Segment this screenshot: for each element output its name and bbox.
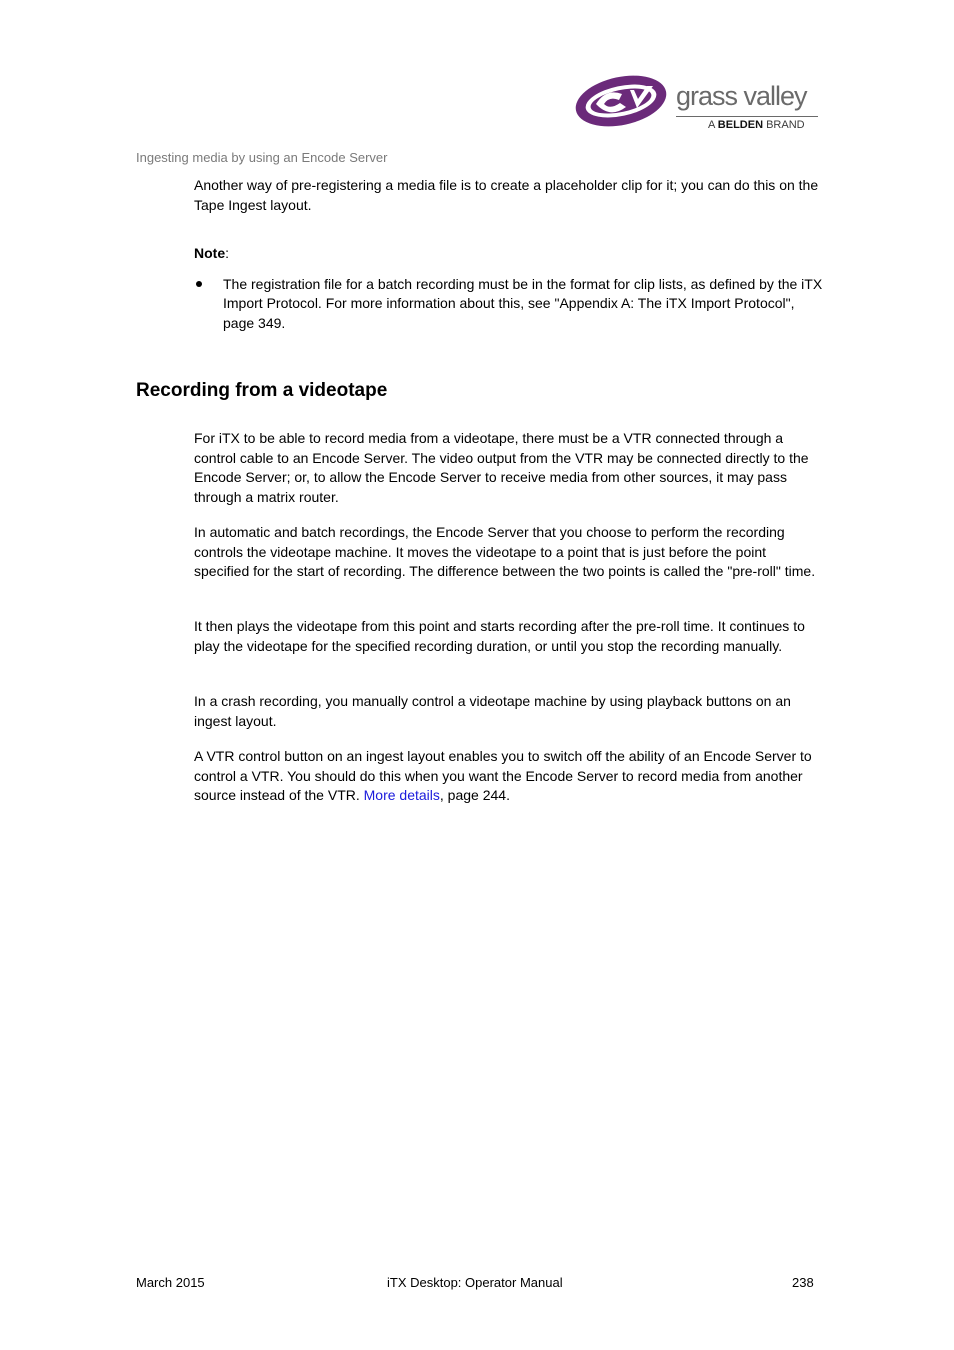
paragraph-text-after-link: , page 244. (439, 787, 510, 803)
section-paragraph: In a crash recording, you manually control a videotape machine by using playback buttons on an ingest layout. (194, 693, 791, 729)
note-bullet-item: The registration file for a batch recording must be in the format for clip lists, as defined by the iTX Import Protocol. For more information about this, see "Appendix A: The iTX Import Protocol", page 349. (194, 275, 824, 334)
section-paragraph-2-block (194, 523, 824, 582)
note-heading (194, 244, 824, 264)
section-paragraph: For iTX to be able to record media from a videotape, there must be a VTR connected through a control cable to an Encode Server. The video output from the VTR may be connected directly to the Encode Server; or, to allow the Encode Server to receive media from other sources, it may pass through a matrix router. (194, 430, 809, 505)
footer-page-number: 238 (792, 1275, 814, 1290)
section-paragraph: It then plays the videotape from this point and starts recording after the pre-roll time. It continues to play the videotape for the specified recording duration, or until you stop the recording manually. (194, 618, 805, 654)
note-label-suffix: : (225, 245, 230, 261)
running-head: Ingesting media by using an Encode Server (136, 150, 388, 165)
logo-wordmark: grass valley (676, 81, 807, 111)
section-heading: Recording from a videotape (136, 380, 388, 401)
paragraph-text-before-link: A VTR control button on an ingest layout enables you to switch off the ability of an Encode Server to control a VTR. You should do this when you want the Encode Server to record media from another source instead of the VTR. (194, 748, 812, 803)
grass-valley-logo (574, 72, 820, 134)
footer-title: iTX Desktop: Operator Manual (387, 1275, 563, 1290)
logo-brand-line (708, 120, 805, 131)
note-label: Note (194, 245, 226, 261)
logo-brand-prefix: A (708, 119, 715, 131)
section-paragraph-4-block (194, 692, 824, 731)
gv-emblem-icon (574, 72, 672, 128)
logo-divider (676, 116, 818, 117)
section-paragraph-1-block (194, 429, 824, 507)
intro-paragraph: Another way of pre-registering a media file is to create a placeholder clip for it; you can do this on the Tape Ingest layout. (194, 177, 819, 213)
footer-date: March 2015 (136, 1275, 205, 1290)
note-block (194, 244, 824, 333)
logo-brand-suffix: BRAND (766, 119, 805, 131)
note-bullet-list (194, 275, 824, 334)
more-details-link[interactable]: More details (363, 787, 440, 803)
logo-brand-name: BELDEN (717, 119, 764, 131)
section-paragraph-3-block (194, 617, 824, 656)
section-paragraph-5-block (194, 747, 824, 806)
intro-block (194, 176, 824, 215)
section-paragraph-with-link (194, 747, 824, 806)
section-paragraph: In automatic and batch recordings, the Encode Server that you choose to perform the recording controls the videotape machine. It moves the videotape to a point that is just before the point specified for the start of recording. The difference between the two points is called the "pre-roll" time. (194, 524, 816, 579)
